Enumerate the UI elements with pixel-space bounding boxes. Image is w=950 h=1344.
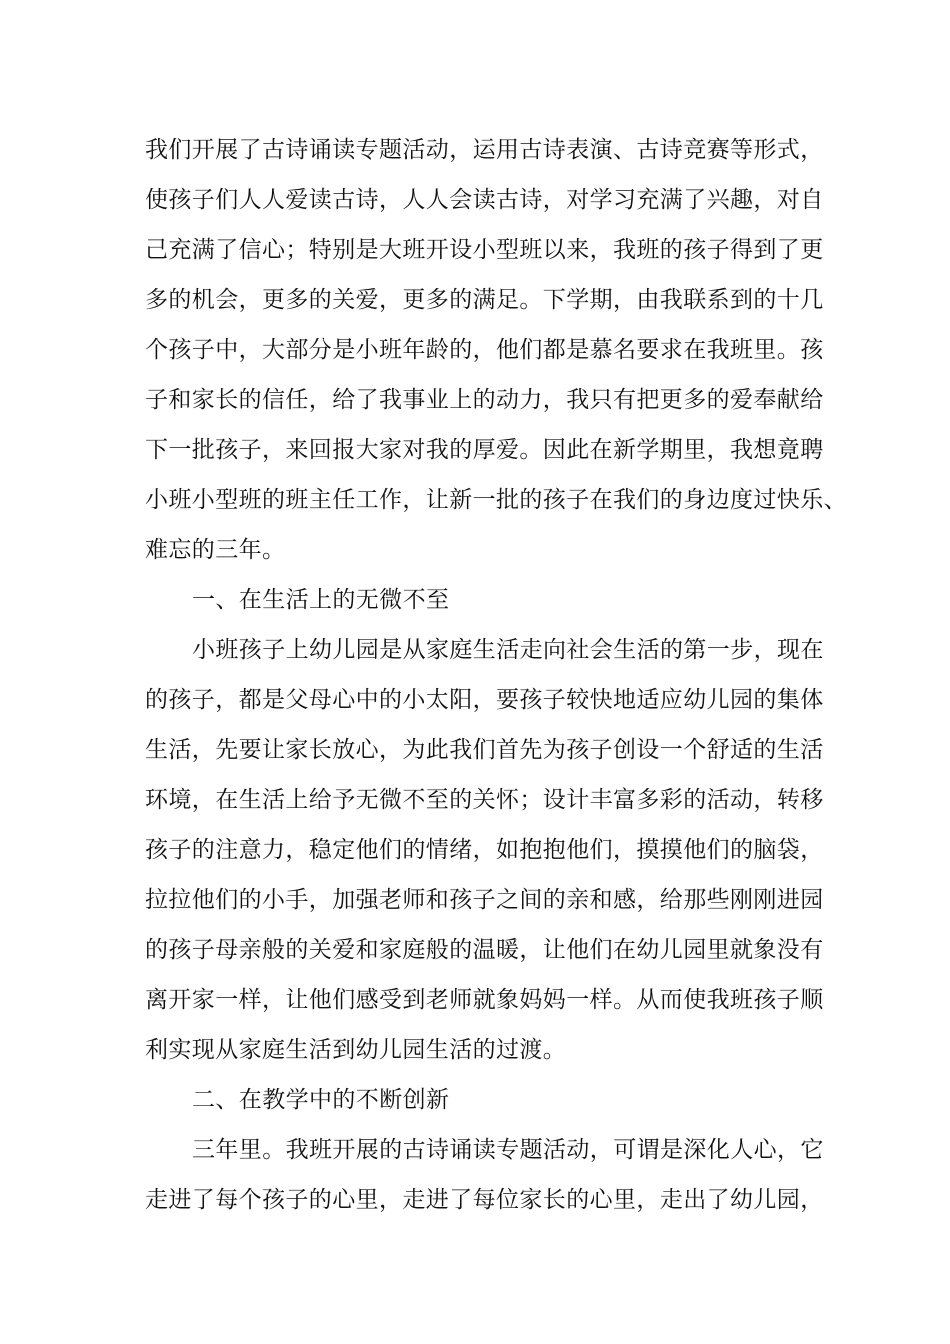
text-line: 的孩子，都是父母心中的小太阳，要孩子较快地适应幼儿园的集体 (145, 687, 824, 713)
text-line: 下一批孩子，来回报大家对我的厚爱。因此在新学期里，我想竟聘 (145, 437, 824, 463)
text-line: 环境，在生活上给予无微不至的关怀；设计丰富多彩的活动，转移 (145, 787, 824, 813)
section-heading: 一、在生活上的无微不至 (192, 587, 450, 613)
text-line: 我们开展了古诗诵读专题活动，运用古诗表演、古诗竞赛等形式， (145, 137, 824, 163)
text-line: 生活，先要让家长放心，为此我们首先为孩子创设一个舒适的生活 (145, 737, 824, 763)
text-line: 个孩子中，大部分是小班年龄的，他们都是慕名要求在我班里。孩 (145, 337, 824, 363)
text-line: 离开家一样，让他们感受到老师就象妈妈一样。从而使我班孩子顺 (145, 987, 824, 1013)
text-line: 己充满了信心；特别是大班开设小型班以来，我班的孩子得到了更 (145, 237, 824, 263)
text-line: 三年里。我班开展的古诗诵读专题活动，可谓是深化人心，它 (192, 1137, 824, 1163)
text-line: 小班孩子上幼儿园是从家庭生活走向社会生活的第一步，现在 (192, 637, 824, 663)
text-line: 的孩子母亲般的关爱和家庭般的温暖，让他们在幼儿园里就象没有 (145, 937, 824, 963)
text-line: 使孩子们人人爱读古诗，人人会读古诗，对学习充满了兴趣，对自 (145, 187, 824, 213)
section-heading: 二、在教学中的不断创新 (192, 1087, 450, 1113)
text-line: 小班小型班的班主任工作，让新一批的孩子在我们的身边度过快乐、 (145, 487, 847, 513)
text-line: 利实现从家庭生活到幼儿园生活的过渡。 (145, 1037, 567, 1063)
text-line: 走进了每个孩子的心里，走进了每位家长的心里，走出了幼儿园， (145, 1187, 824, 1213)
text-line: 子和家长的信任，给了我事业上的动力，我只有把更多的爱奉献给 (145, 387, 824, 413)
text-line: 拉拉他们的小手，加强老师和孩子之间的亲和感，给那些刚刚进园 (145, 887, 824, 913)
text-line: 多的机会，更多的关爱，更多的满足。下学期，由我联系到的十几 (145, 287, 824, 313)
text-line: 难忘的三年。 (145, 537, 286, 563)
text-line: 孩子的注意力，稳定他们的情绪，如抱抱他们，摸摸他们的脑袋， (145, 837, 824, 863)
